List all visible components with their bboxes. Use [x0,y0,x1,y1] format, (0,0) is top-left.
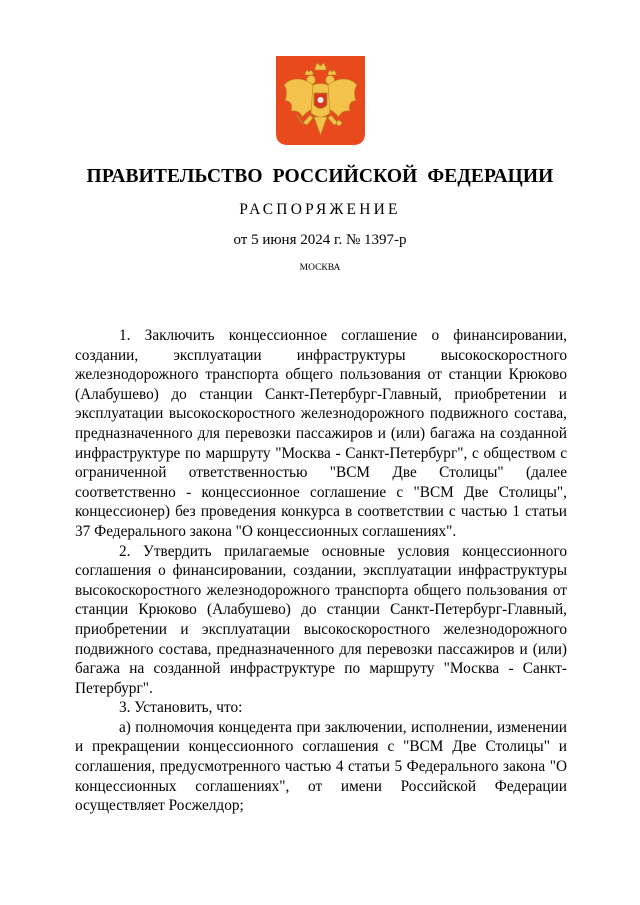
coat-of-arms-icon [275,55,366,146]
paragraph-3a: а) полномочия концедента при заключении, исполнении, изменении и прекращении концессионного соглашения с "ВСМ Две Столицы" и соглашения, предусмотренного частью 4 статьи 5 Федерального закона "О концессионных соглашениях", от имени Российской Федерации осуществляет Росжелдор; [75,718,567,815]
paragraph-1: 1. Заключить концессионное соглашение о финансировании, создании, эксплуатации инфраструктуры высокоскоростного железнодорожного транспорта общего пользования от станции Крюково (Алабушево) до станции Санкт-Петербург-Главный, приобретении и эксплуатации высокоскоростного железнодорожного подвижного состава, предназначенного для перевозки пассажиров и (или) багажа на созданной инфраструктуре по маршруту "Москва - Санкт-Петербург", с обществом с ограниченной ответственностью "ВСМ Две Столицы" (далее соответственно - концессионное соглашение с "ВСМ Две Столицы", концессионер) без проведения конкурса в соответствии с частью 1 статьи 37 Федерального закона "О концессионных соглашениях". [75,327,567,540]
document-body [75,326,567,816]
document-city: МОСКВА [299,263,341,273]
paragraph-2: 2. Утвердить прилагаемые основные условия концессионного соглашения о финансировании, создании, эксплуатации инфраструктуры высокоскоростного железнодорожного транспорта общего пользования от станции Крюково (Алабушево) до станции Санкт-Петербург-Главный, приобретении и эксплуатации высокоскоростного железнодорожного подвижного состава, предназначенного для перевозки пассажиров и (или) багажа на созданной инфраструктуре по маршруту "Москва - Санкт-Петербург". [75,542,567,697]
document-date-number: от 5 июня 2024 г. № 1397-р [233,232,407,248]
document-type: РАСПОРЯЖЕНИЕ [239,201,401,218]
paragraph-3: 3. Установить, что: [119,699,243,717]
government-title: ПРАВИТЕЛЬСТВО РОССИЙСКОЙ ФЕДЕРАЦИИ [86,166,554,187]
